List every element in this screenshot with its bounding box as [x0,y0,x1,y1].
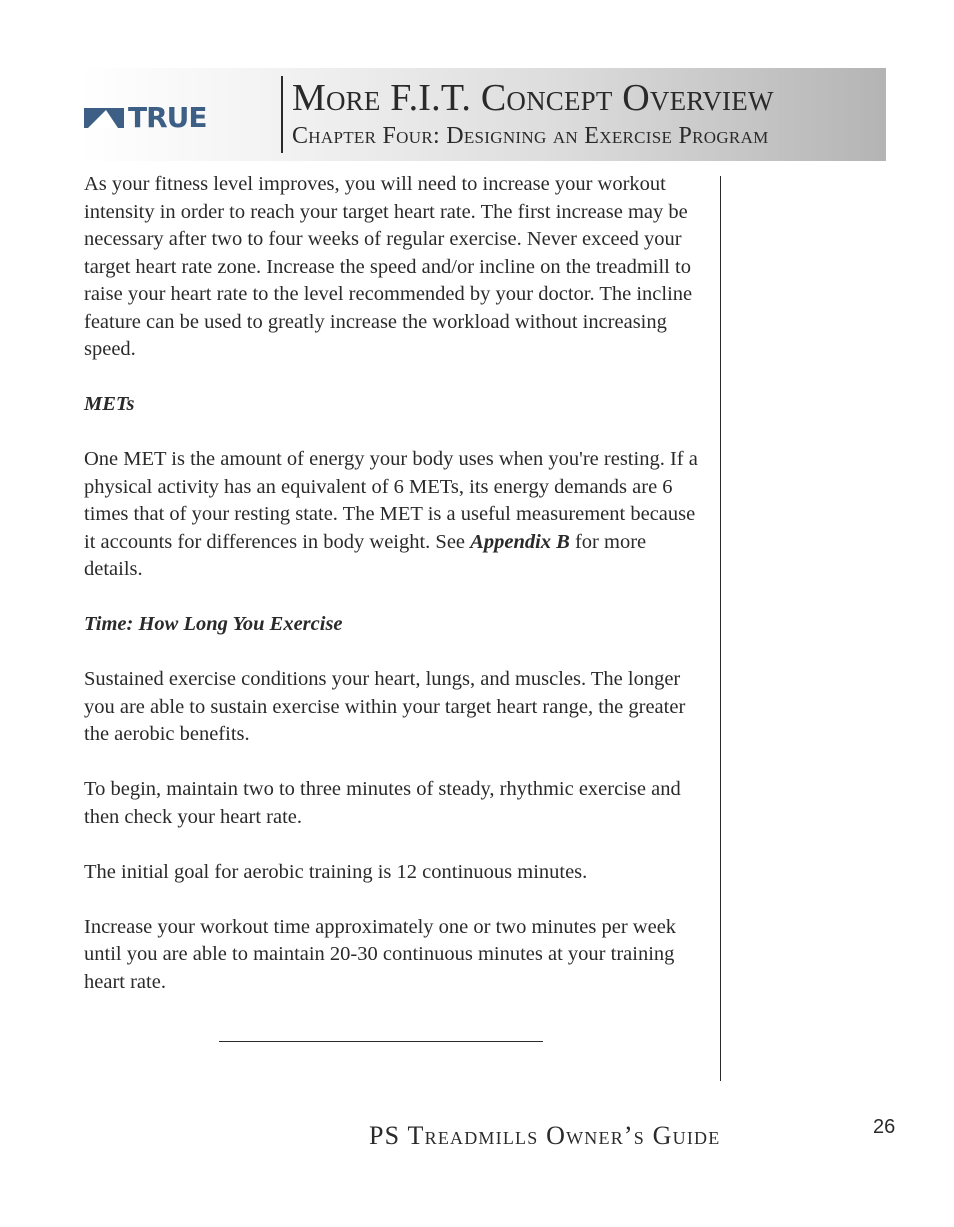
appendix-b-reference: Appendix B [470,530,570,553]
true-logo [84,100,256,130]
page-title: More F.I.T. Concept Overview [292,77,774,119]
header-divider [281,76,283,153]
svg-text:TRUE: TRUE [128,101,207,130]
guide-title: PS Treadmills Owner’s Guide [369,1121,721,1150]
mets-paragraph [84,446,709,584]
time-heading: Time: How Long You Exercise [84,613,343,635]
mets-heading: METs [84,393,135,415]
intro-paragraph: As your fitness level improves, you will need to increase your workout intensity in order to reach your target heart rate. The first increase may be necessary after two to four weeks of regular exercise. Never exceed your target heart rate zone. Increase the speed and/or incline on the treadmill to raise your heart rate to the level recommended by your doctor. The incline feature can be used to greatly increase the workload without increasing speed. [84,173,693,360]
main-content [84,171,709,1024]
mets-text-end: for more details. [84,530,647,580]
chapter-subtitle: Chapter Four: Designing an Exercise Program [292,123,769,149]
time-paragraph-2: To begin, maintain two to three minutes of steady, rhythmic exercise and then check your heart rate. [84,778,681,828]
time-paragraph-1: Sustained exercise conditions your heart, lungs, and muscles. The longer you are able to sustain exercise within your target heart range, the greater the aerobic benefits. [84,668,686,745]
time-paragraph-3: The initial goal for aerobic training is 12 continuous minutes. [84,860,588,883]
margin-rule [720,176,721,1081]
page-number: 26 [873,1116,896,1138]
section-end-rule [219,1041,543,1042]
time-paragraph-4: Increase your workout time approximately one or two minutes per week until you are able to maintain 20-30 continuous minutes at your training heart rate. [84,915,677,993]
mets-text: One MET is the amount of energy your body uses when you're resting. If a physical activity has an equivalent of 6 METs, its energy demands are 6 times that of your resting state. The MET is a useful measurement because it accounts for differences in body weight. See [84,448,698,553]
